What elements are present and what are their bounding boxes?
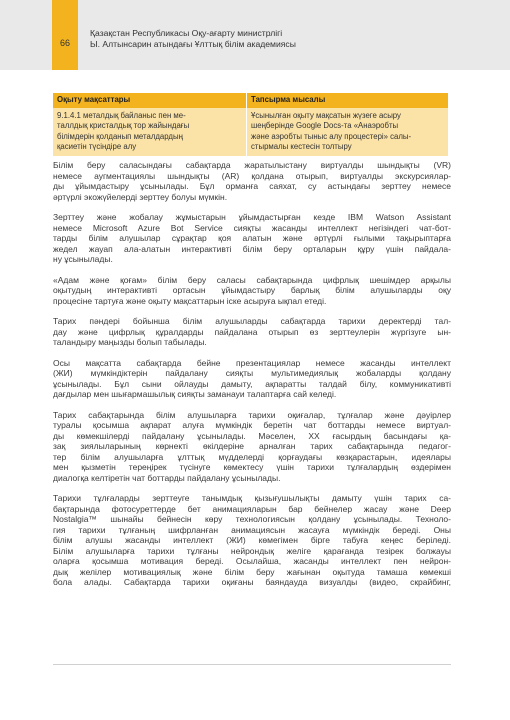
paragraph: Тарих сабақтарында білім алушыларға тарихи оқиғалар, тұлғалар және дәуірлер туралы қосымша ақпарат алуға мүмкіндік беретін чат боттарды немесе виртуал- ды көмекшілерді пайдалану ұсынылады. Мәселен, ХХ ғасырдың басындағы қа- зақ зиялыларының көрнекті өкілдеріне арналған тарих сабақтарында педагог- тер білім алушыларға ұлттық мүдделерді қорғаудағы көзқарастарын, идеялары мен қызметін тереңірек түсінуге көмектесу үшін тарихи тұлғалардың өздерімен диалогқа келтіретін чат боттарды пайдалану ұсынылады. <box>53 409 451 483</box>
header-publisher <box>90 28 296 50</box>
page-number: 66 <box>59 38 70 48</box>
table-row <box>53 108 448 156</box>
page-number-tab <box>52 0 78 70</box>
table-header-task-example: Тапсырма мысалы <box>247 93 449 108</box>
paragraph: Тарих пәндері бойынша білім алушыларды сабақтарда тарихи деректерді тал- дау және цифрлық құралдарды пайдалана отырып өз зерттеулерін жүргізуге ын- таландыру маңызды болып табылады. <box>53 316 451 347</box>
footer-divider <box>53 664 451 665</box>
paragraph: Осы мақсатта сабақтарда бейне презентациялар немесе жасанды интеллект (ЖИ) мүмкіндіктерін пайдалану сияқты мультимедиялық жобаларды қолдану ұсынылады. Бұл сыни ойлауды дамыту, ақпаратты талдай білу, коммуникативті дағдылар мен шығармашылық сияқты заманауи талаптарға сай келеді. <box>53 357 451 399</box>
paragraph: «Адам және қоғам» білім беру саласы сабақтарында цифрлық шешімдер арқылы оқытудың интерактивті ортасын ұйымдастыру барлық білім алушыларды оқу процесіне тартуға және оқыту мақсаттарын іске асыруға ықпал етеді. <box>53 274 451 306</box>
table-cell-objective: 9.1.4.1 металдық байланыс пен ме- таллдық кристалдық тор жайындағы білімдерін қолданып металдардың қасиетін түсіндіре алу <box>53 108 247 156</box>
paragraph: Тарихи тұлғаларды зерттеуге танымдық қызығушылықты дамыту үшін тарих са- бақтарында фотосуреттерде бет анимацияларын бар бейнелер жасау және Deep Nostalgia™ шынайы бейнесін көру технологиясын қолдану ұсынылады. Техноло- гия тарихи тұлғаның шифрланған анимациясын жасауға мүмкіндік береді. Оны білім алушы жасанды интеллект (ЖИ) көмегімен бірге табуға кеңес беріледі. Білім алушыларға тарихи тұлғаны нейрондық желіге қарағанда тезірек болжауы оларға қосымша мотивация береді. Осылайша, жасанды интеллект пен нейрон- дық желілер мотивациялық және білім беру жағынан оқытуда тамаша көмекші бола алады. Сабақтарда тарихи оқиғаны баяндауда визуалды (видео, скрайбинг, <box>53 493 451 587</box>
header-academy: Ы. Алтынсарин атындағы Ұлттық білім академиясы <box>90 39 296 49</box>
table-cell-task: Ұсынылған оқыту мақсатын жүзеге асыру шеңберінде Google Docs-та «Анаэробты және аэробты тыныс алу процестері» салы- стырмалы кестесін толтыру <box>247 108 449 156</box>
table-header-objectives: Оқыту мақсаттары <box>53 93 247 108</box>
body-text <box>53 160 451 598</box>
header-ministry: Қазақстан Республикасы Оқу-ағарту министрлігі <box>90 28 283 38</box>
paragraph: Зерттеу және жобалау жұмыстарын ұйымдастырған кезде IBM Watson Assistant немесе Microsoft Azure Bot Service сияқты жасанды интеллект негізіндегі чат-бот- тарды білім алушылар сұрақтар қоя алатын және әртүрлі ғылыми тақырыптарға жедел жауап ала-алатын интерактивті білім беру орталарын құру үшін пайдала- ну ұсынылады. <box>53 212 451 264</box>
paragraph: Білім беру саласындағы сабақтарда жаратылыстану виртуалды шындықты (VR) немесе аугментациялы шындықты (AR) қолдана отырып, виртуалды экскурсиялар- ды ұйымдастыру ұсынылады. Бұл орманға саяхат, су астындағы зерттеу немесе әртүрлі экожүйелерді зерттеу болуы мүмкін. <box>53 160 451 202</box>
objectives-table <box>53 93 448 156</box>
